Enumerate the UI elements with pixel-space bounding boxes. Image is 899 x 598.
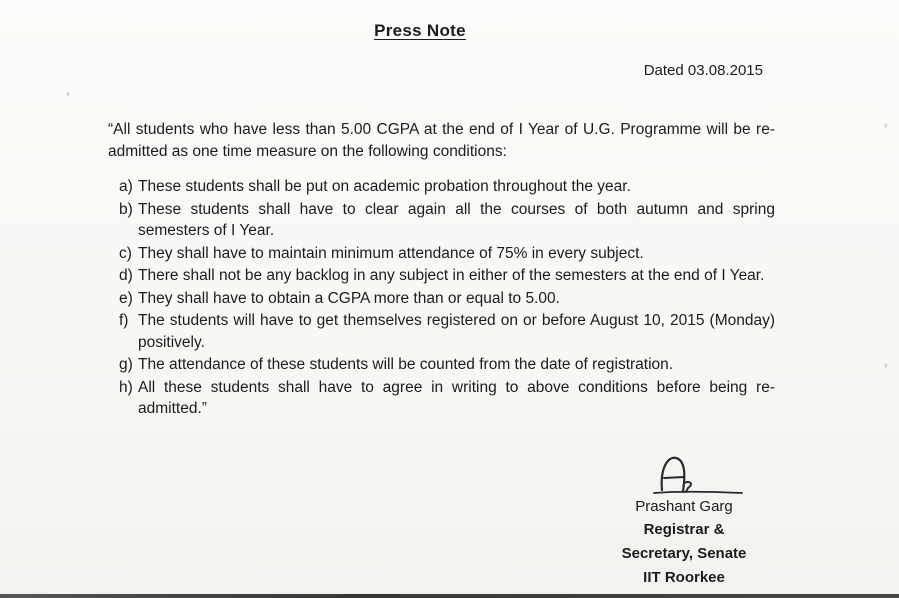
signatory-role-2: Secretary, Senate: [621, 545, 747, 562]
conditions-list: [108, 176, 775, 420]
signatory-name: Prashant Garg: [635, 498, 733, 515]
list-item-text: There shall not be any backlog in any subject in either of the semesters at the end of I Year.: [138, 267, 765, 284]
list-item-label: d): [119, 267, 133, 284]
signature-icon: [624, 450, 744, 496]
document-body: [108, 119, 775, 420]
list-item: [108, 377, 775, 420]
list-item-text: The attendance of these students will be counted from the date of registration.: [138, 356, 674, 373]
list-item-label: c): [119, 244, 132, 262]
list-item-text: The students will have to get themselves registered on or before August 10, 2015 (Monday) positively.: [138, 312, 775, 351]
list-item-label: h): [119, 378, 133, 396]
list-item-label: e): [119, 289, 133, 307]
scan-artifact: ›: [884, 120, 888, 131]
list-item: [108, 354, 775, 376]
list-item-text: They shall have to maintain minimum attendance of 75% in every subject.: [138, 244, 644, 262]
signatory-role-3: IIT Roorkee: [643, 569, 725, 586]
list-item: [108, 310, 775, 353]
page-title: [0, 0, 840, 41]
list-item: [108, 288, 775, 310]
page-title-text: Press Note: [374, 21, 466, 40]
list-item-label: f): [119, 312, 129, 329]
list-item-text: All these students shall have to agree in writing to above conditions before being re-admitted.”: [138, 378, 775, 417]
signatory-role-1: Registrar &: [643, 521, 725, 538]
scan-artifact: ›: [884, 360, 888, 371]
date-line: Dated 03.08.2015: [643, 62, 763, 79]
signature-block: [579, 450, 789, 593]
list-item-label: a): [119, 178, 133, 195]
list-item: [108, 243, 775, 265]
list-item-label: b): [119, 200, 133, 218]
list-item-text: They shall have to obtain a CGPA more than or equal to 5.00.: [138, 289, 560, 307]
scan-artifact: °: [66, 92, 70, 103]
list-item-text: These students shall be put on academic probation throughout the year.: [138, 178, 631, 195]
intro-paragraph: “All students who have less than 5.00 CGPA at the end of I Year of U.G. Programme will be re-admitted as one time measure on the following conditions:: [108, 121, 775, 160]
list-item: [108, 199, 775, 242]
list-item-text: These students shall have to clear again all the courses of both autumn and spring semesters of I Year.: [138, 200, 775, 239]
scan-edge: [0, 594, 899, 598]
list-item: [108, 265, 775, 287]
list-item-label: g): [119, 356, 133, 373]
list-item: [108, 176, 775, 198]
